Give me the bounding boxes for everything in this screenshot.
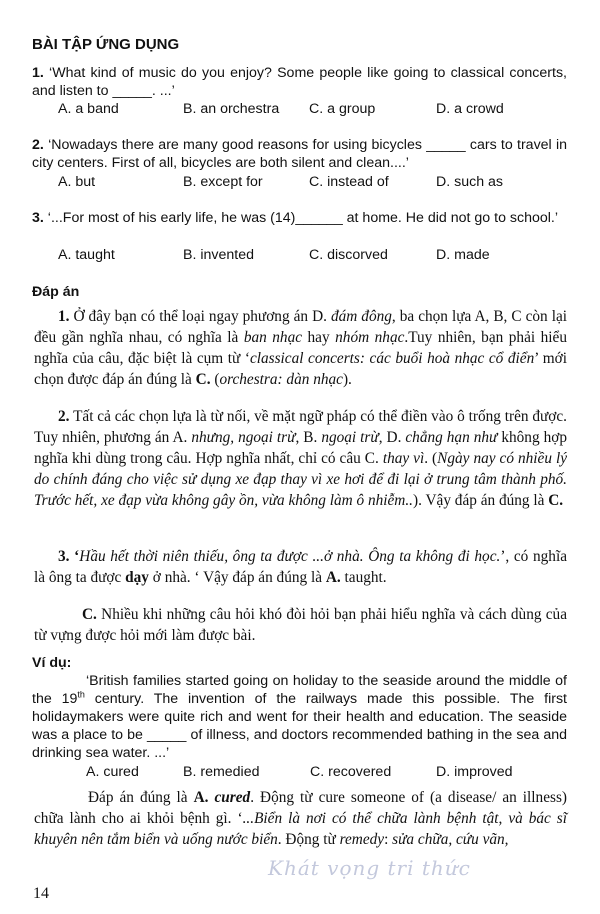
answer-text: ( — [210, 371, 220, 388]
answer-text: : — [384, 831, 393, 848]
option-b: B. an orchestra — [183, 101, 280, 117]
answer-number: 3. — [58, 548, 70, 565]
answer-term: orchestra: dàn nhạc — [219, 371, 343, 388]
answer-text: không hợp nghĩa khi dùng trong câu. Hợp nghĩa nhất, chỉ có câu C. — [34, 429, 567, 467]
answer-number: 2. — [58, 408, 70, 425]
question-number: 3. — [32, 210, 44, 226]
option-c: C. recovered — [310, 764, 392, 780]
answer-term: nhưng, ngoại trừ — [191, 429, 296, 446]
answer-term: chẳng hạn như — [405, 429, 498, 446]
answer-2 — [34, 406, 567, 511]
option-c: C. a group — [309, 101, 376, 117]
question-text: ‘Nowadays there are many good reasons for using bicycles _____ cars to travel in city centers. First of all, bicycles are both silent and clean....’ — [32, 137, 567, 171]
question-3 — [32, 209, 567, 227]
answer-text: . ( — [424, 450, 438, 467]
answers-heading: Đáp án — [32, 284, 80, 300]
question-number: 1. — [32, 65, 44, 81]
answer-text: . Động từ cure someone of (a disease/ an illness) chữa lành cho ai khỏi bệnh gì. ‘ — [34, 789, 567, 827]
answer-choice: C. — [548, 492, 564, 509]
answer-text: ‘ — [74, 548, 80, 565]
answer-term: ...Biển là nơi có thể chữa lành bệnh tật, và bác sĩ khuyên nên tắm biển và uống nước biển — [34, 810, 568, 848]
answer-text: ’, có nghĩa là ông ta được — [34, 548, 567, 586]
option-d: D. made — [436, 247, 490, 263]
option-a: A. taught — [58, 247, 115, 263]
answer-choice: C. — [195, 371, 211, 388]
option-a: A. but — [58, 174, 96, 190]
passage-text: ‘British families started going on holiday to the seaside around the middle of the 19 — [32, 673, 567, 707]
question-text: ‘What kind of music do you enjoy? Some people like going to classical concerts, and listen to _____. ...’ — [32, 65, 567, 99]
question-text: ‘...For most of his early life, he was (14)______ at home. He did not go to school.’ — [47, 210, 559, 226]
page-number: 14 — [33, 885, 49, 902]
answer-text: , D. — [378, 429, 406, 446]
option-c: C. discorved — [309, 247, 388, 263]
example-heading: Ví dụ: — [32, 655, 72, 671]
answer-text: Ở đây bạn có thể loại ngay phương án D. — [73, 308, 331, 325]
answer-term: cured — [214, 789, 251, 806]
question-1 — [32, 64, 567, 100]
answer-text: ’ mới chọn được đáp án đúng là — [34, 350, 567, 388]
answer-text: , B. — [295, 429, 322, 446]
answer-term: đám đông — [330, 308, 392, 325]
option-a: A. cured — [86, 764, 139, 780]
option-b: B. except for — [183, 174, 263, 190]
option-a: A. a band — [58, 101, 119, 117]
answer-number: 1. — [58, 308, 70, 325]
answer-text: Tất cả các chọn lựa là từ nối, về mặt ngữ pháp có thể điền vào ô trống trên được. Tuy nhiên, phương án A. — [34, 408, 567, 446]
option-c: C. instead of — [309, 174, 389, 190]
question-2-options — [58, 173, 568, 191]
option-d: D. such as — [436, 174, 504, 190]
answer-term: nhóm nhạc — [335, 329, 405, 346]
watermark: Khát vọng tri thức — [268, 856, 471, 880]
answer-text: ). Vậy đáp án đúng là — [413, 492, 549, 509]
question-1-options — [58, 100, 568, 118]
answer-text: ở nhà. ‘ Vậy đáp án đúng là — [148, 569, 326, 586]
answer-text: hay — [302, 329, 336, 346]
answer-text: Đáp án đúng là — [88, 789, 194, 806]
option-d: D. a crowd — [436, 101, 504, 117]
option-d: D. improved — [436, 764, 513, 780]
option-b: B. invented — [183, 247, 254, 263]
question-3-options — [58, 246, 568, 264]
answer-term: thay vì — [382, 450, 425, 467]
answer-term: dạy — [125, 569, 149, 586]
section-label: C. — [82, 606, 97, 623]
answer-term: sửa chữa, cứu vãn, — [392, 831, 509, 848]
answer-choice: A. — [193, 789, 215, 806]
answer-term: remedy — [339, 831, 385, 848]
passage-text: century. The invention of the railways made this possible. The first holidaymakers were quite rich and went for their health and education. The seaside was a place to be _____ of illness, and doctors recommended bathing in the sea and drinking sea water. ...’ — [32, 691, 567, 761]
question-2 — [32, 136, 567, 172]
answer-text: ). — [342, 371, 352, 388]
answer-term: classical concerts: các buổi hoà nhạc cổ điển — [249, 350, 535, 367]
answer-choice: A. — [325, 569, 341, 586]
example-passage — [32, 672, 567, 762]
page-title: BÀI TẬP ỨNG DỤNG — [32, 36, 180, 53]
example-answer — [34, 787, 567, 850]
answer-3 — [34, 546, 567, 588]
example-options — [86, 763, 596, 781]
answer-1 — [34, 306, 567, 390]
question-number: 2. — [32, 137, 44, 153]
answer-text: taught. — [340, 569, 387, 586]
passage-superscript: th — [77, 689, 85, 700]
answer-text: , ba chọn lựa A, B, C còn lại đều gần nghĩa nhau, có nghĩa là — [34, 308, 567, 346]
answer-text: .Tuy nhiên, bạn phải hiểu nghĩa của câu, đặc biệt là cụm từ ‘ — [34, 329, 567, 367]
answer-text: . Động từ — [277, 831, 340, 848]
answer-term: ban nhạc — [243, 329, 303, 346]
section-c — [34, 604, 567, 646]
answer-term: ngoại trừ — [321, 429, 379, 446]
answer-term: Hầu hết thời niên thiếu, ông ta được ...ở nhà. Ông ta không đi học. — [79, 548, 501, 565]
answer-term: Ngày nay có nhiều lý do chính đáng cho việc sử dụng xe đạp thay vì xe hơi để đi lại ở trung tâm thành phố. Trước hết, xe đạp vừa không gây ồn, vừa không làm ô nhiễm.. — [34, 450, 568, 509]
section-text: Nhiều khi những câu hỏi khó đòi hỏi bạn phải hiểu nghĩa và cách dùng của từ vựng được hỏi mới làm được bài. — [34, 606, 567, 644]
option-b: B. remedied — [183, 764, 260, 780]
